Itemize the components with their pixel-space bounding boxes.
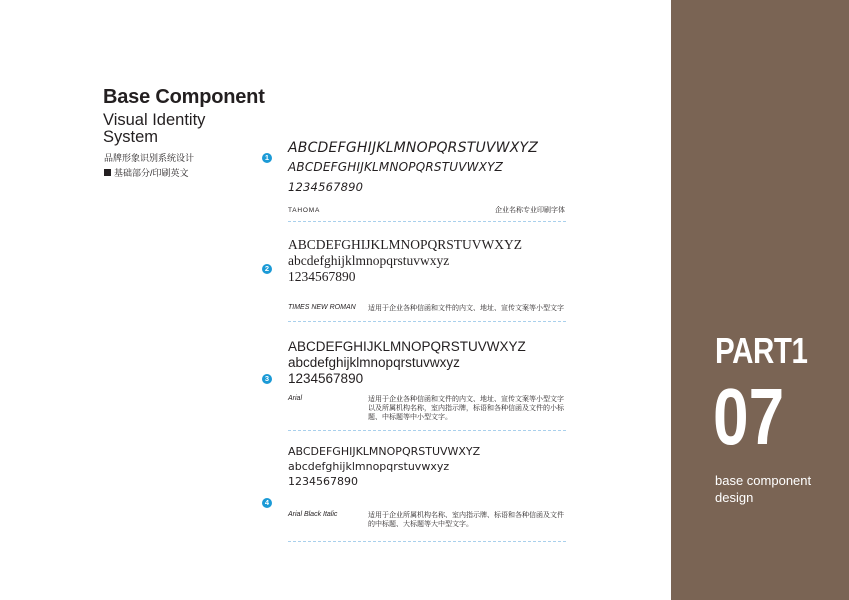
section-label-text: 基础部分/印刷英文 — [114, 168, 189, 178]
divider-2 — [288, 321, 566, 322]
side-panel — [671, 0, 849, 600]
font4-digits: 1234567890 — [288, 475, 358, 488]
badge-1: 1 — [262, 153, 272, 163]
font2-description: 适用于企业各种信函和文件的内文、地址、宣传文案等小型文字 — [368, 304, 564, 312]
font4-uppercase: ABCDEFGHIJKLMNOPQRSTUVWXYZ — [288, 445, 481, 458]
font3-lowercase: abcdefghijklmnopqrstuvwxyz — [288, 355, 460, 370]
page-number: 07 — [713, 372, 785, 461]
font2-uppercase: ABCDEFGHIJKLMNOPQRSTUVWXYZ — [288, 237, 523, 252]
font4-name: Arial Black Italic — [288, 511, 338, 518]
font2-name: TIMES NEW ROMAN — [288, 304, 356, 311]
badge-3: 3 — [262, 374, 272, 384]
divider-1 — [288, 221, 566, 222]
font4-description: 适用于企业所属机构名称、室内指示牌、标语和各种信函及文件的中标题、大标题等大中型文字。 — [368, 511, 564, 528]
chinese-subtitle: 品牌形象识别系统设计 — [104, 153, 195, 163]
font3-description: 适用于企业各种信函和文件的内文、地址、宣传文案等小型文字以及所属机构名称，室内指示牌，标语和各种信函及文件的小标题、中标题等中小型文字。 — [368, 395, 564, 421]
font3-uppercase: ABCDEFGHIJKLMNOPQRSTUVWXYZ — [288, 339, 526, 354]
divider-3 — [288, 430, 566, 431]
panel-description: base component design — [715, 473, 812, 505]
font1-uppercase: ABCDEFGHIJKLMNOPQRSTUVWXYZ — [288, 140, 539, 156]
divider-4 — [288, 541, 566, 542]
font1-description: 企业名称专业印刷字体 — [495, 206, 565, 214]
font3-digits: 1234567890 — [288, 371, 364, 386]
page-subtitle: Visual Identity System — [103, 111, 206, 146]
font2-lowercase: abcdefghijklmnopqrstuvwxyz — [288, 253, 450, 268]
font1-uppercase-2: ABCDEFGHIJKLMNOPQRSTUVWXYZ — [288, 160, 504, 174]
font3-name: Arial — [288, 395, 303, 402]
badge-2: 2 — [262, 264, 272, 274]
font1-name: TAHOMA — [288, 207, 321, 214]
part-label: PART1 — [715, 330, 808, 371]
page-title: Base Component — [103, 86, 265, 108]
section-label — [104, 166, 189, 179]
font2-digits: 1234567890 — [288, 269, 356, 284]
font4-lowercase: abcdefghijklmnopqrstuvwxyz — [288, 460, 450, 473]
square-bullet-icon — [104, 169, 111, 176]
badge-4: 4 — [262, 498, 272, 508]
font1-digits: 1234567890 — [288, 180, 364, 194]
